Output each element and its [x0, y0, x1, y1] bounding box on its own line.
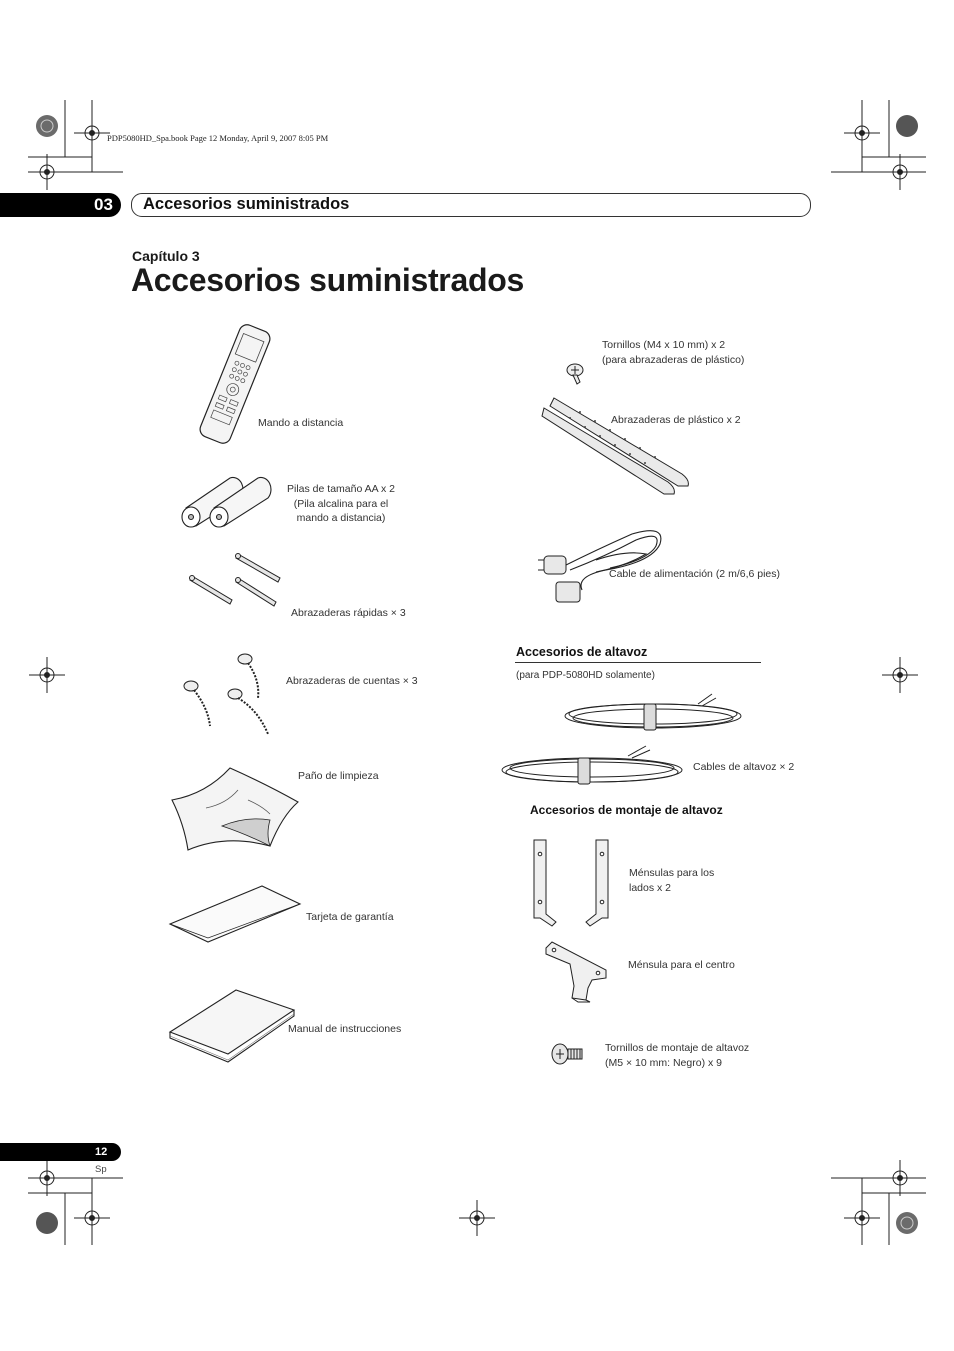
center-bracket-illustration [542, 940, 614, 1004]
side-brackets-illustration [526, 836, 618, 930]
section-divider [515, 662, 761, 663]
instruction-manual-illustration [166, 984, 298, 1068]
speaker-accessories-heading: Accesorios de altavoz [516, 645, 648, 659]
chapter-title: Accesorios suministrados [143, 195, 350, 213]
power-cable-label: Cable de alimentación (2 m/6,6 pies) [609, 568, 781, 580]
page-title: Accesorios suministrados [131, 262, 524, 298]
plastic-clamps-label: Abrazaderas de plástico x 2 [611, 414, 741, 426]
mount-screws-illustration [550, 1040, 584, 1068]
cleaning-cloth-illustration [166, 764, 304, 854]
side-brackets-label: Ménsulas para los lados x 2 [629, 867, 715, 894]
chapter-number: 03 [94, 195, 113, 214]
speaker-cables-label: Cables de altavoz × 2 [693, 761, 795, 773]
screws-illustration [564, 360, 590, 386]
center-bracket-label: Ménsula para el centro [628, 959, 735, 971]
speaker-accessories-note: (para PDP-5080HD solamente) [516, 670, 655, 681]
mounting-accessories-heading: Accesorios de montaje de altavoz [530, 803, 723, 817]
power-cable-illustration [536, 520, 670, 608]
warranty-card-label: Tarjeta de garantía [306, 911, 394, 923]
plastic-clamps-illustration [540, 396, 690, 496]
remote-label: Mando a distancia [258, 417, 344, 429]
warranty-card-illustration [166, 882, 302, 944]
page-language: Sp [95, 1164, 107, 1175]
bead-bands-illustration [180, 650, 280, 740]
mount-screws-label: Tornillos de montaje de altavoz (M5 × 10 mm: Negro) x 9 [605, 1042, 750, 1069]
batteries-label: Pilas de tamaño AA x 2 (Pila alcalina para el mando a distancia) [287, 483, 395, 524]
quick-clamps-label: Abrazaderas rápidas × 3 [291, 607, 406, 619]
quick-clamps-illustration [186, 548, 286, 610]
bead-bands-label: Abrazaderas de cuentas × 3 [286, 675, 418, 687]
file-header: PDP5080HD_Spa.book Page 12 Monday, April 9, 2007 8:05 PM [107, 133, 329, 143]
instruction-manual-label: Manual de instrucciones [288, 1023, 402, 1035]
chapter-label: Capítulo 3 [132, 248, 200, 264]
cleaning-cloth-label: Paño de limpieza [298, 770, 379, 782]
screws-label: Tornillos (M4 x 10 mm) x 2 (para abrazaderas de plástico) [602, 339, 745, 366]
page-number: 12 [95, 1146, 108, 1158]
batteries-illustration [178, 470, 286, 532]
speaker-cables-illustration [498, 690, 756, 790]
